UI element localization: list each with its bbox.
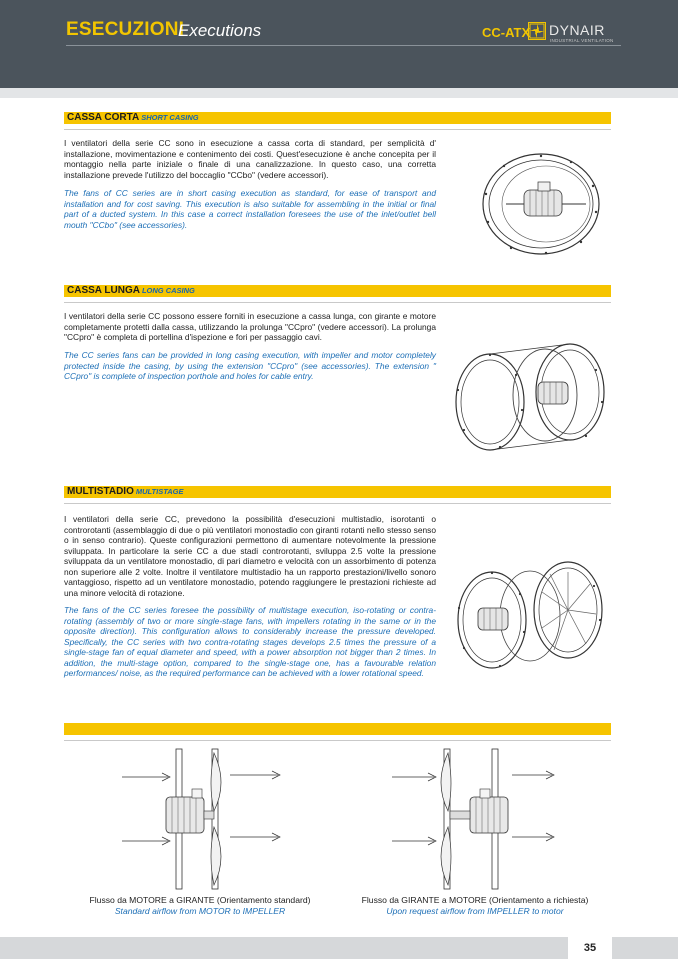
section-title-multistage: [64, 486, 186, 498]
brand-name: DYNAIR: [549, 22, 605, 38]
caption-it: Flusso da MOTORE a GIRANTE (Orientamento standard): [89, 895, 311, 905]
diagram-caption-standard: [70, 895, 330, 917]
section-rule: [64, 503, 611, 504]
brand-logo-icon: [528, 22, 546, 40]
header-band: [0, 88, 678, 98]
caption-en: Upon request airflow from IMPELLER to motor: [386, 906, 564, 916]
model-code: CC-ATX: [482, 25, 531, 40]
diagrams-bar: [64, 723, 611, 735]
airflow-diagram-standard: [118, 745, 288, 893]
airflow-diagram-request: [388, 745, 558, 893]
section-text-en: The fans of CC series are in short casing execution as standard, for ease of transport and installation and for cost saving. This execution is also suitable for assembling in the initial or final part of a ducted system. In this case a correct installation foresees the use of the inlet/outlet bell mouth "CCbo" (see accessories).: [64, 188, 436, 230]
header-rule: [66, 45, 621, 46]
long-casing-fan-illustration: [450, 340, 610, 455]
section-title-en: SHORT CASING: [141, 113, 199, 122]
section-title-short: [64, 112, 202, 124]
section-text-en: The CC series fans can be provided in long casing execution, with impeller and motor completely protected inside the casing, by using the extension "CCpro" (see accessories). The extension " CCpro" is complete of inspection porthole and holes for cable entry.: [64, 350, 436, 381]
section-rule: [64, 740, 611, 741]
caption-en: Standard airflow from MOTOR to IMPELLER: [114, 906, 286, 916]
section-text-en: The fans of the CC series foresee the possibility of multistage execution, iso-rotating or contra-rotating (assembly of two or more single-stage fans, with impellers rotating in the same or in the opposite direction). This configuration allows to considerably increase the pressure developed. Specifically, the CC series with two contra-rotating stages develops 2.5 times the pressure of a single-stage fan of equal diameter and speed, with a power absorption not bigger than 2 times. In addition, the multi-stage option, compared to the single-stage one, has a favourable relation performances/ noise, as the required performance can be achieved with a lower rotational speed.: [64, 605, 436, 678]
page-title: ESECUZIONI: [66, 19, 185, 40]
section-title-en: MULTISTAGE: [135, 487, 184, 496]
section-rule: [64, 302, 611, 303]
section-text-it: I ventilatori della serie CC sono in esecuzione a cassa corta di standard, per semplicità d' installazione, movimentazione e contenimento dei costi. Quest'esecuzione è anche concepita per il montaggio nella parte iniziale o finale di una canalizzazione. In questo caso, una corretta installazione prevede l'utilizzo del boccaglio "CCbo" (vedere accessori).: [64, 138, 436, 180]
brand-tagline: INDUSTRIAL VENTILATION: [550, 38, 614, 43]
section-text-it: I ventilatori della serie CC possono essere forniti in esecuzione a cassa lunga, con girante e motore completamente protetti dalla cassa, utilizzando la prolunga "CCpro" (vedere accessori). La prolunga "CCpro" è completa di portellina d'ispezione e fori per passaggio cavi.: [64, 311, 436, 342]
section-title-long: [64, 285, 198, 297]
multistage-fan-illustration: [450, 556, 610, 676]
page-header: [0, 0, 678, 88]
section-title-it: CASSA CORTA: [67, 112, 140, 123]
caption-it: Flusso da GIRANTE a MOTORE (Orientamento a richiesta): [361, 895, 589, 905]
page-number: 35: [568, 937, 612, 959]
section-rule: [64, 129, 611, 130]
section-title-it: CASSA LUNGA: [67, 285, 140, 296]
page-subtitle: Executions: [178, 21, 262, 40]
short-casing-fan-illustration: [476, 150, 606, 258]
diagram-caption-request: [345, 895, 605, 917]
section-title-it: MULTISTADIO: [67, 486, 134, 497]
section-title-en: LONG CASING: [141, 286, 195, 295]
section-text-it: I ventilatori della serie CC, prevedono la possibilità d'esecuzioni multistadio, isorotanti o controrotanti (assemblaggio di due o più ventilatori monostadio con giranti rotanti nello stesso senso o in senso contrario). Queste configurazioni permettono di aumentare notevolmente la pressione sviluppata. In particolare la serie CC a due stadi controrotanti, sviluppa 2.5 volte la pressione sviluppata da un ventilatore monostadio, di pari diametro e velocità con un assorbimento di potenza non superiore alle 2 volte. Inoltre il ventilatore multistadio ha un rapporto prestazioni/livello sonoro vantaggioso, rispetto ad un ventilatore monostadio, potendo raggiungere le prestazioni richieste ad una minore velocità di rotazione.: [64, 514, 436, 598]
